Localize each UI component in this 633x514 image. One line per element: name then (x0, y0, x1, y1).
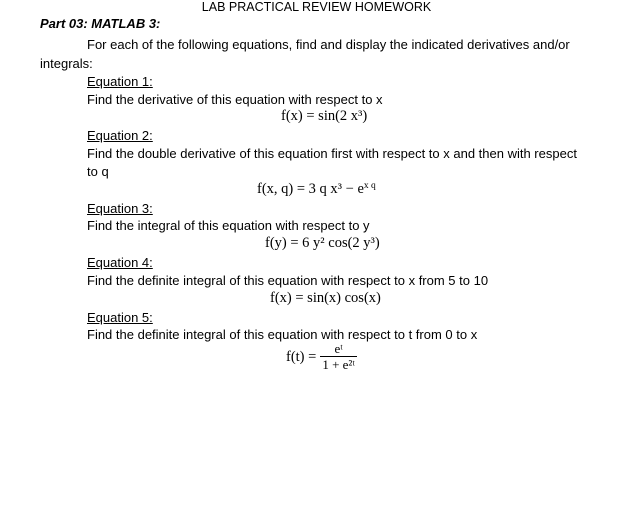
equation-1-formula (281, 108, 367, 125)
equation-4-rhs: sin(x) cos(x) (307, 290, 381, 306)
intro-line-1: For each of the following equations, find and display the indicated derivatives and/or (87, 37, 570, 52)
intro-line-2: integrals: (40, 56, 93, 71)
document-header: LAB PRACTICAL REVIEW HOMEWORK (201, 0, 432, 14)
equation-5-fraction (320, 342, 357, 372)
equation-3-lhs: f(y) = (265, 235, 303, 251)
equation-1-rhs: sin(2 x³) (318, 108, 368, 124)
equation-2-label: Equation 2: (87, 128, 153, 143)
equation-3-rhs: 6 y² cos(2 y³) (302, 235, 380, 251)
equation-2-lhs: f(x, q) = (257, 181, 309, 197)
equation-2-instruction-line-2: to q (87, 164, 109, 179)
equation-5-numerator: eᵗ (334, 341, 343, 356)
equation-5-formula (286, 342, 357, 372)
equation-2-exponent: x q (363, 181, 376, 191)
equation-5-instruction: Find the definite integral of this equation with respect to t from 0 to x (87, 327, 478, 342)
equation-3-label: Equation 3: (87, 201, 153, 216)
equation-5-lhs: f(t) = (286, 348, 317, 365)
equation-3-formula (265, 235, 380, 252)
equation-2-formula (257, 181, 376, 198)
equation-1-instruction: Find the derivative of this equation with respect to x (87, 92, 383, 107)
part-title: Part 03: MATLAB 3: (40, 16, 161, 31)
equation-4-label: Equation 4: (87, 255, 153, 270)
equation-4-formula (270, 290, 381, 307)
equation-4-instruction: Find the definite integral of this equation with respect to x from 5 to 10 (87, 273, 489, 288)
equation-3-instruction: Find the integral of this equation with respect to y (87, 218, 370, 233)
equation-5-label: Equation 5: (87, 310, 153, 325)
equation-5-denominator: 1 + e²ᵗ (322, 357, 355, 372)
equation-1-label: Equation 1: (87, 74, 153, 89)
equation-4-lhs: f(x) = (270, 290, 308, 306)
equation-1-lhs: f(x) = (281, 108, 319, 124)
equation-2-rhs: 3 q x³ − e (308, 181, 364, 197)
equation-2-instruction-line-1: Find the double derivative of this equation first with respect to x and then with respect (87, 146, 577, 161)
